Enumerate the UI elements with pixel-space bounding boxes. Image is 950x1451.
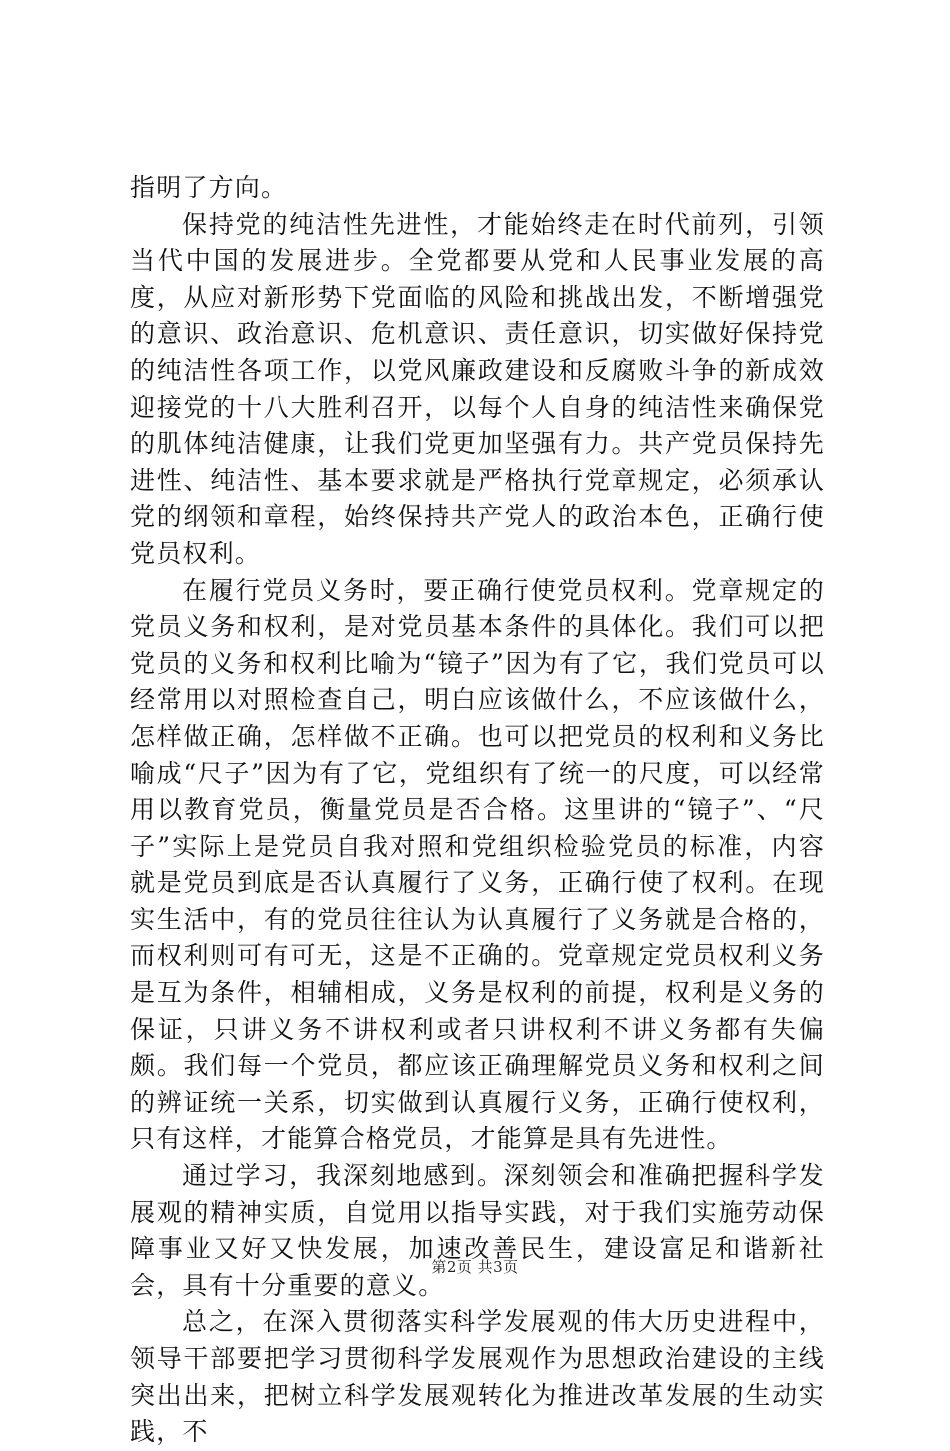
page-number-footer: 第2页 共3页 (431, 1258, 519, 1276)
paragraph-conclusion: 总之，在深入贯彻落实科学发展观的伟大历史进程中，领导干部要把学习贯彻科学发展观作为思想政治建设的主线突出出来，把树立科学发展观转化为推进改革发展的生动实践，不 (130, 1307, 825, 1447)
paragraph-rights-duties: 在履行党员义务时，要正确行使党员权利。党章规定的党员义务和权利，是对党员基本条件的具体化。我们可以把党员的义务和权利比喻为“镜子”因为有了它，我们党员可以经常用以对照检查自己，明白应该做什么，不应该做什么，怎样做正确，怎样做不正确。也可以把党员的权利和义务比喻成“尺子”因为有了它，党组织有了统一的尺度，可以经常用以教育党员，衡量党员是否合格。这里讲的“镜子”、“尺子”实际上是党员自我对照和党组织检验党员的标准，内容就是党员到底是否认真履行了义务，正确行使了权利。在现实生活中，有的党员往往认为认真履行了义务就是合格的，而权利则可有可无，这是不正确的。党章规定党员权利义务是互为条件，相辅相成，义务是权利的前提，权利是义务的保证，只讲义务不讲权利或者只讲权利不讲义务都有失偏颇。我们每一个党员，都应该正确理解党员义务和权利之间的辨证统一关系，切实做到认真履行义务，正确行使权利，只有这样，才能算合格党员，才能算是具有先进性。 (130, 575, 825, 1154)
paragraph-learning: 通过学习，我深刻地感到。深刻领会和准确把握科学发展观的精神实质，自觉用以指导实践，对于我们实施劳动保障事业又好又快发展，加速改善民生，建设富足和谐新社会，具有十分重要的意义。 (130, 1161, 825, 1300)
paragraph-purity: 保持党的纯洁性先进性，才能始终走在时代前列，引领当代中国的发展进步。全党都要从党和人民事业发展的高度，从应对新形势下党面临的风险和挑战出发，不断增强党的意识、政治意识、危机意识、责任意识，切实做好保持党的纯洁性各项工作，以党风廉政建设和反腐败斗争的新成效迎接党的十八大胜利召开，以每个人自身的纯洁性来确保党的肌体纯洁健康，让我们党更加坚强有力。共产党员保持先进性、纯洁性、基本要求就是严格执行党章规定，必须承认党的纲领和章程，始终保持共产党人的政治本色，正确行使党员权利。 (130, 209, 825, 568)
paragraph-continuation: 指明了方向。 (130, 173, 288, 202)
